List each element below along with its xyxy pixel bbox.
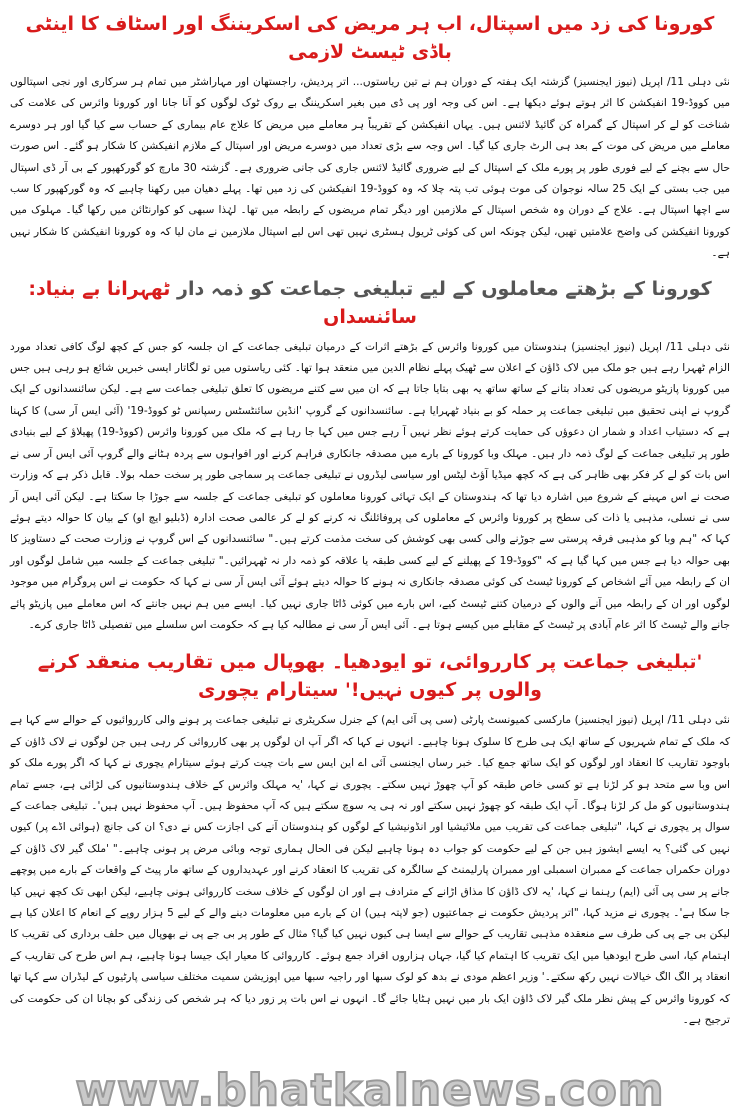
headline-tablighi-scientists [10,275,730,331]
article-hospital-screening [10,10,730,265]
site-url-text: www.bhatkalnews.com [75,1065,665,1116]
article-body-yechury: نئی دہلی 11/ اپریل (نیوز ایجنسیز) مارکسی کمیونسٹ پارٹی (سی پی آئی ایم) کے جنرل سکریٹری نے تبلیغی جماعت پر ہونے والی کارروائیوں کے حوالے سے کہا ہے کہ ملک کے تمام شہریوں کے ساتھ ایک ہی طرح کا سلوک ہونا چاہیے۔ انہوں نے کہا کہ اگر آپ ان لوگوں پر بھی کارروائی کر رہی ہیں جن لوگوں نے لاک ڈاؤن کے باوجود تقاریب کا انعقاد اور لوگوں کو ایک ساتھ جمع کیا۔ خبر رساں ایجنسی آئی اے این ایس سے بات چیت کرتے ہوئے سیتارام یچوری نے کہا کہ اگر پورے ملک کو اس وبا سے متحد ہو کر لڑنا ہے تو کسی خاص طبقہ کو آپ چھوڑ نہیں سکتے۔ یچوری نے کہا، 'یہ مہلک وائرس کے خلاف ہندوستانیوں کی لڑائی ہے، جسے تمام ہندوستانیوں کو مل کر لڑنا ہوگا۔ آپ ایک طبقہ کو چھوڑ نہیں سکتے اور نہ ہی یہ سوچ سکتے ہیں کہ آپ محفوظ ہیں۔ آپ محفوظ نہیں ہیں'۔ تبلیغی جماعت کے سوال پر یچوری نے کہا، "تبلیغی جماعت کی تقریب میں ملائیشیا اور انڈونیشیا کے لوگوں کو ہندوستان آنے کی اجازت کس نے دی؟ ان کی جانچ (ہوائی اڈے پر) کیوں نہیں کی گئی؟ یہ ایسے ایشوز ہیں جن کے لیے حکومت کو جواب دہ ہونا چاہیے لیکن فی الحال ہماری توجہ وبائی مرض پر ہونی چاہیے۔" 'ملک گیر لاک ڈاؤن کے دوران حکمراں جماعت کے ممبران اسمبلی اور ممبران پارلیمنٹ کے سالگرہ کی تقریب کا انعقاد کرنے اور عہدیداروں کے ساتھ مار پیٹ کے واقعات کے بارے میں پوچھے جانے پر سی پی آئی (ایم) رہنما نے کہا، 'یہ لاک ڈاؤن کا مذاق اڑانے کے مترادف ہے اور ان لوگوں کے خلاف سخت کارروائی ہونی چاہیے، لیکن ابھی تک کچھ نہیں کیا جا سکا ہے'۔ یچوری نے مزید کہا، "اتر پردیش حکومت نے جماعتیوں (جو لاپتہ ہیں) ان کے بارے میں معلومات دینے والے کے لیے 5 ہزار روپے کے انعام کا اعلان کیا ہے لیکن بی جے پی کی طرف سے منعقدہ مذہبی تقاریب کے حوالے سے ایسا ہی کیوں نہیں کیا گیا؟ مثال کے طور پر بی جے پی نے بھوپال میں حلف برداری کی تقریب کا اہتمام کیا، اسی طرح ایودھیا میں ایک تقریب کا اہتمام کیا گیا، جہاں ہزاروں افراد جمع ہوئے۔ کارروائی کا معیار ایک جیسا ہونا چاہیے، ہم اس طرح کی تقاریب کے انعقاد پر الگ الگ خیالات نہیں رکھ سکتے۔' وزیر اعظم مودی نے بدھ کو لوک سبھا اور راجیہ سبھا میں اپوزیشن سمیت مختلف سیاسی پارٹیوں کے لیڈران سے کہا تھا کہ کورونا وائرس کے پیش نظر ملک گیر لاک ڈاؤن ایک بار میں نہیں ہٹایا جائے گا۔ انہوں نے اس بات پر زور دیا کہ ہر شخص کی زندگی کو بچانا ان کی حکومت کی ترجیح ہے۔ [10,714,731,1027]
site-watermark-footer [0,1065,740,1116]
headline-part-red: ٹھہرانا بے بنیاد: سائنسداں [28,277,417,328]
article-yechury [10,648,730,1031]
article-tablighi-scientists [10,275,730,637]
headline-yechury: 'تبلیغی جماعت پر کارروائی، تو ایودھیا۔ بھوپال میں تقاریب منعقد کرنے والوں پر کیوں نہیں!' سیتارام یچوری [37,651,703,702]
headline-hospital-screening: کورونا کی زد میں اسپتال، اب ہر مریض کی اسکریننگ اور اسٹاف کا اینٹی باڈی ٹیسٹ لازمی [25,13,715,63]
headline-part-gray: کورونا کے بڑھتے معاملوں کے لیے تبلیغی جماعت کو ذمہ دار [177,277,712,300]
article-body-hospital-screening: نئی دہلی 11/ اپریل (نیوز ایجنسیز) گزشتہ ایک ہفتہ کے دوران ہم نے تین ریاستوں... اتر پردیش، راجستھان اور مہاراشٹر میں تمام ہر سرکاری اور نجی اسپتالوں میں کووڈ-19 انفیکشن کا اثر ہوتے ہوئے دیکھا ہے۔ اس کی وجہ اور پی ڈی میں بغیر اسکریننگ بے روک ٹوک لوگوں کو آنا جانا اور کورونا وائرس کی علامت کی شناخت کو لے کر اسپتال کے گمراہ کن گائیڈ لائنس ہیں۔ یہاں انفیکشن کے تقریباً ہر معاملے میں مریض کا علاج عام بیماری کے حساب سے کیا گیا اور ہر دوسرے معاملے میں مریض کی موت کے بعد ہی الرٹ جاری کیا گیا۔ اس وجہ سے بڑی تعداد میں دوسرے مریض اور اسپتال کے ملازم انفیکشن کا شکار ہو گئے۔ اس صورت حال سے بچنے کے لیے فوری طور پر پورے ملک کے اسپتال کے لیے ضروری گائیڈ لائنس جاری کی جانی ضروری ہے۔ گزشتہ 30 مارچ کو گورکھپور کے بی آر ڈی اسپتال میں جب بستی کے ایک 25 سالہ نوجوان کی موت ہوئی تب پتہ چلا کہ وہ کووڈ-19 انفیکشن کی زد میں تھا۔ پہلے دھیان میں رکھنا چاہیے کہ وہ گورکھپور کا سب سے اچھا اسپتال ہے۔ علاج کے دوران وہ شخص اسپتال کے ملازمین اور دیگر تمام مریضوں کے رابطہ میں تھا۔ لہٰذا سبھی کو کوارنٹائن میں رکھا گیا۔ مہلوک میں کورونا انفیکشن کی واضح علامتیں تھیں، لیکن چونکہ اس کی کوئی ٹریول ہسٹری نہیں تھی اس لیے اسپتال ملازمین نے مان لیا کہ وہ کورونا انفیکشن کا شکار نہیں ہے۔ [10,76,730,260]
article-body-tablighi-scientists: نئی دہلی 11/ اپریل (نیوز ایجنسیز) ہندوستان میں کورونا وائرس کے بڑھتے اثرات کے درمیان تبلیغی جماعت کے ان جلسہ کو جس کے کچھ لوگ کافی تعداد مورد الزام ٹھہرا رہے ہیں جو ملک میں لاک ڈاؤن کے اعلان سے ٹھیک پہلے نظام الدین میں منعقد ہوا تھا۔ کئی ریاستوں میں تو لگاتار ایسی خبریں شائع ہو رہی ہیں جس میں کورونا پازیٹو مریضوں کی تعداد بتانے کے ساتھ ساتھ یہ بھی بتایا جاتا ہے کہ ان میں سے کتنے مریضوں کا تعلق تبلیغی جماعت سے ہے۔ لیکن سائنسدانوں کے ایک گروپ نے اپنی تحقیق میں تبلیغی جماعت پر حملہ کو بے بنیاد ٹھہرایا ہے۔ سائنسدانوں کے گروپ 'انڈین سائنٹسٹس رسپانس ٹو کووڈ-19' (آئی ایس آر سی) کا کہنا ہے کہ دستیاب اعداد و شمار ان دعوؤں کی حمایت کرتے ہوئے نظر نہیں آ رہے جس میں کہا جا رہا ہے کہ ملک میں کورونا وائرس (کووڈ-19) پھیلاؤ کے لیے بنیادی طور پر تبلیغی جماعت کے لوگ ذمہ دار ہیں۔ مہلک وبا کورونا کے بارے میں مصدقہ جانکاری فراہم کرنے اور افواہوں سے پردہ ہٹانے والے گروپ آئی ایس آر سی نے اس بات کو لے کر فکر بھی ظاہر کی ہے کہ کچھ میڈیا آؤٹ لیٹس اور سیاسی لیڈروں نے تبلیغی جماعت پر سماجی طور پر سخت حملہ بولا۔ قابل ذکر ہے کہ وزارت صحت نے اس مہینے کے شروع میں اشارہ دیا تھا کہ ہندوستان کے ایک تہائی کورونا معاملوں کو تبلیغی جماعت کے جلسہ سے جوڑا جا سکتا ہے۔ لیکن آئی ایس آر سی نے نسلی، مذہبی یا ذات کی سطح پر کورونا وائرس کے معاملوں کی پروفائلنگ نہ کرنے کو لے کر عالمی صحت ادارہ (ڈبلیو ایچ او) کے بیان کا حوالہ دیتے ہوئے کہا کہ "ہم وبا کو مذہبی فرقہ پرستی سے جوڑنے والی کسی بھی کوشش کی سخت مذمت کرتے ہیں۔" سائنسدانوں کے اس گروپ نے وزارت صحت کے دستاویز کا بھی حوالہ دیا ہے جس میں کہا گیا ہے کہ "کووڈ-19 کے پھیلنے کے لیے کسی طبقہ یا علاقہ کو ذمہ دار نہ ٹھہرائیں۔" تبلیغی جماعت کے جلسہ میں شامل لوگوں اور ان کے رابطہ میں آئے اشخاص کے کورونا ٹیسٹ کی کوئی مصدقہ جانکاری نہ ہونے کا حوالہ دیتے ہوئے آئی ایس آر سی نے کہا کہ حکومت نے اس پروگرام میں موجود لوگوں اور ان کے رابطہ میں آنے والوں کے درمیان کتنے ٹیسٹ کیے، اس بارے میں کوئی ڈاٹا جاری نہیں کیا۔ ایسے میں ہم نہیں جانتے کہ اس معاملے میں پازیٹو پائے جانے والے ٹیسٹ کا اثر عام آبادی پر ٹیسٹ کے مقابلے میں کیسے ہوتا ہے۔ آئی ایس آر سی نے مطالبہ کیا ہے کہ حکومت اس سلسلے میں تفصیلی ڈاٹا جاری کرے۔ [10,340,731,631]
